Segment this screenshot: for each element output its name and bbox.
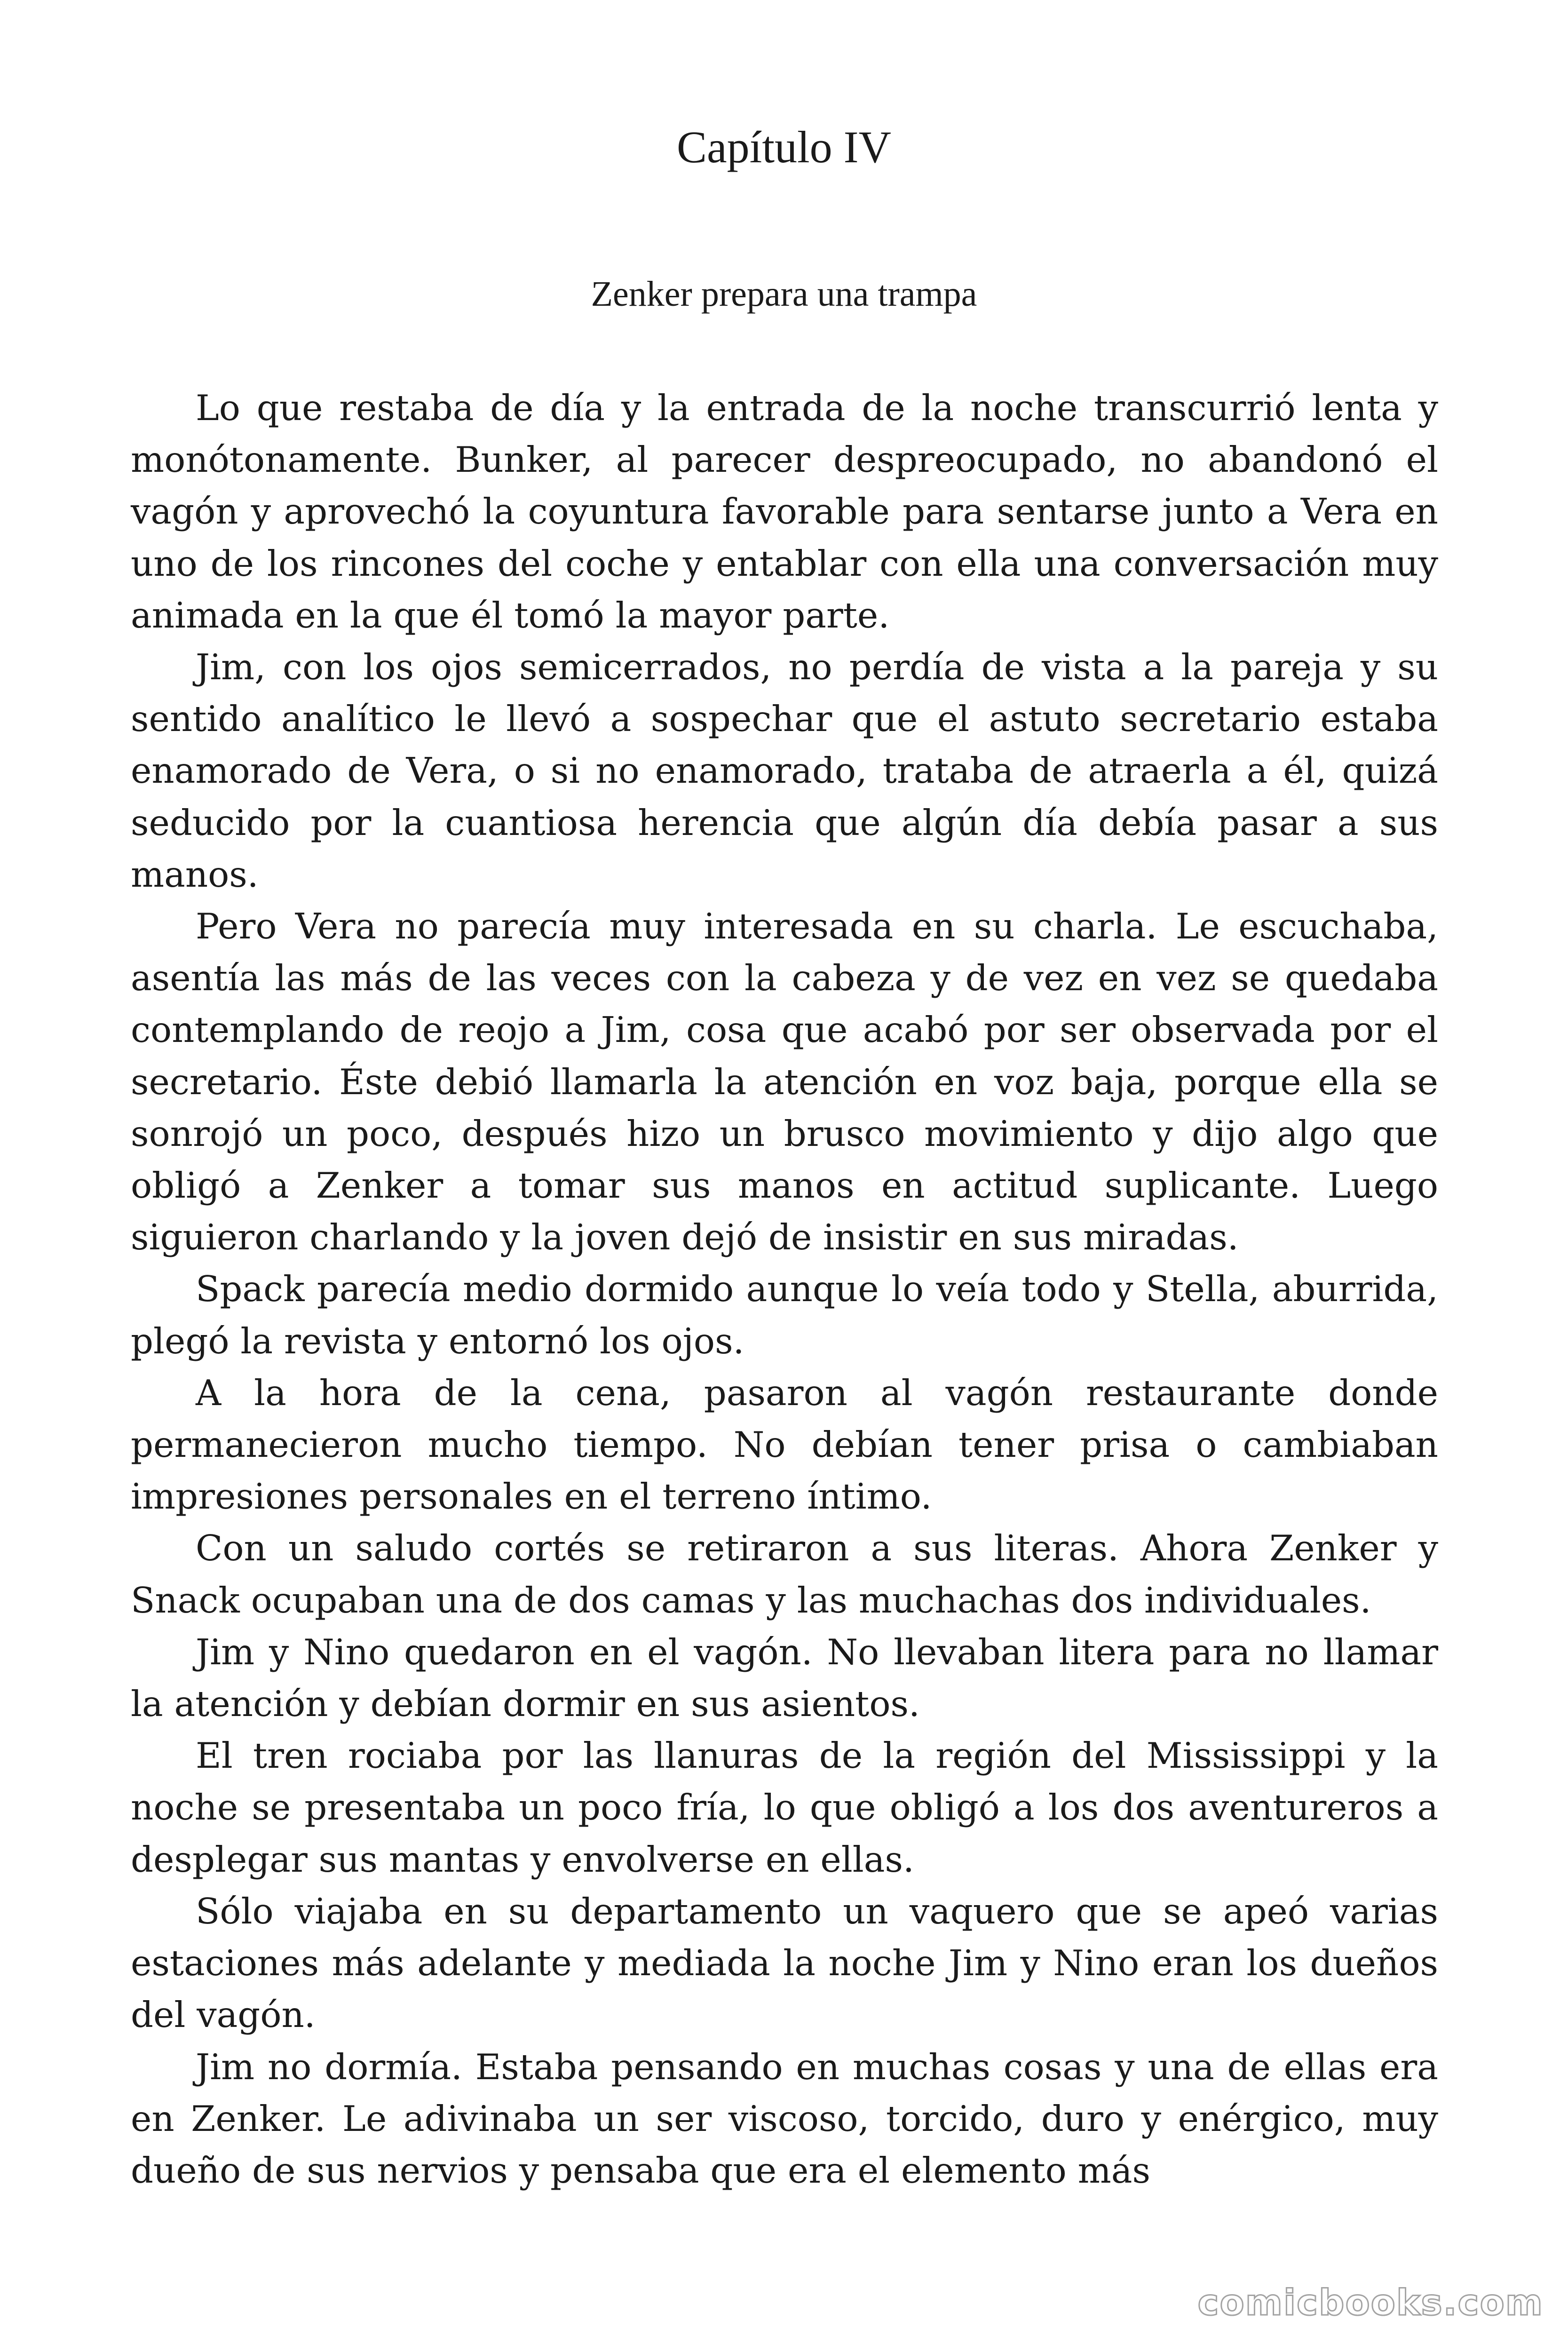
paragraph: Lo que restaba de día y la entrada de la noche transcurrió lenta y monótonamente. Bunker, al parecer despreocupado, no abandonó el vagón y aprovechó la coyuntura favorable para sentarse junto a Vera en uno de los rincones del coche y entablar con ella una conversación muy animada en la que él tomó la mayor parte.	[131, 387, 1438, 636]
paragraph: Con un saludo cortés se retiraron a sus literas. Ahora Zenker y Snack ocupaban una de dos camas y las muchachas dos individuales.	[131, 1527, 1438, 1621]
chapter-title: Capítulo IV	[677, 122, 891, 172]
paragraph: Spack parecía medio dormido aunque lo veía todo y Stella, aburrida, plegó la revista y entornó los ojos.	[131, 1268, 1438, 1362]
chapter-body	[131, 382, 1438, 2196]
watermark-logo: comicbooks.com	[1197, 2281, 1544, 2323]
paragraph: El tren rociaba por las llanuras de la región del Mississippi y la noche se presentaba un poco fría, lo que obligó a los dos aventureros a desplegar sus mantas y envolverse en ellas.	[131, 1735, 1438, 1880]
paragraph: A la hora de la cena, pasaron al vagón restaurante donde permanecieron mucho tiempo. No debían tener prisa o cambiaban impresiones personales en el terreno íntimo.	[131, 1372, 1438, 1518]
paragraph: Sólo viajaba en su departamento un vaquero que se apeó varias estaciones más adelante y mediada la noche Jim y Nino eran los dueños del vagón.	[131, 1890, 1438, 2036]
paragraph: Jim, con los ojos semicerrados, no perdía de vista a la pareja y su sentido analítico le llevó a sospechar que el astuto secretario estaba enamorado de Vera, o si no enamorado, trataba de atraerla a él, quizá seducido por la cuantiosa herencia que algún día debía pasar a sus manos.	[131, 646, 1438, 895]
paragraph: Pero Vera no parecía muy interesada en su charla. Le escuchaba, asentía las más de las veces con la cabeza y de vez en vez se quedaba contemplando de reojo a Jim, cosa que acabó por ser observada por el secretario. Éste debió llamarla la atención en voz baja, porque ella se sonrojó un poco, después hizo un brusco movimiento y dijo algo que obligó a Zenker a tomar sus manos en actitud suplicante. Luego siguieron charlando y la joven dejó de insistir en sus miradas.	[131, 906, 1438, 1258]
paragraph: Jim y Nino quedaron en el vagón. No llevaban litera para no llamar la atención y debían dormir en sus asientos.	[131, 1631, 1438, 1725]
paragraph: Jim no dormía. Estaba pensando en muchas cosas y una de ellas era en Zenker. Le adivinaba un ser viscoso, torcido, duro y enérgico, muy dueño de sus nervios y pensaba que era el elemento más	[131, 2046, 1438, 2191]
chapter-subtitle: Zenker prepara una trampa	[591, 274, 977, 314]
